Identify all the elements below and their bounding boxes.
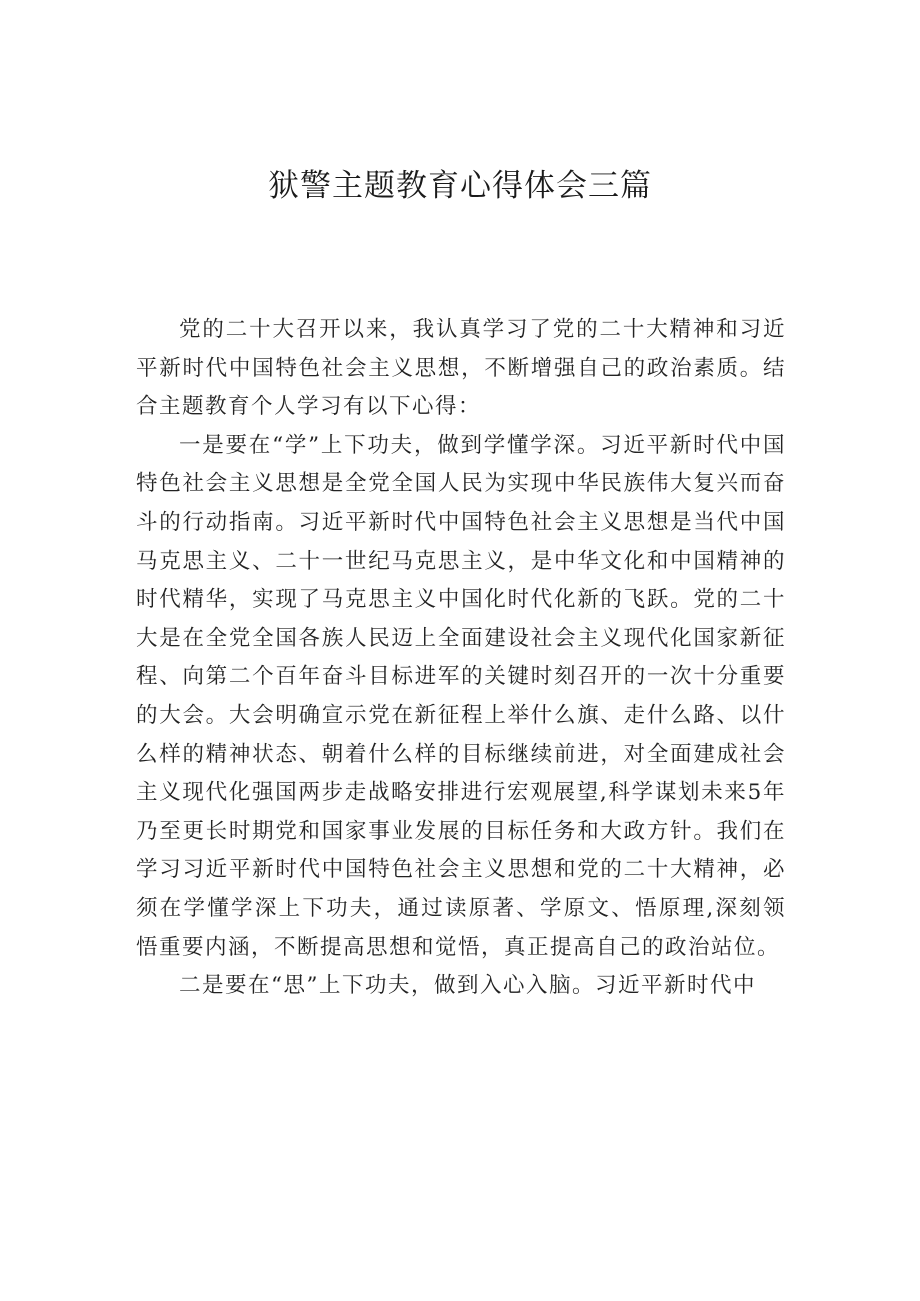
paragraph-point-one: 一是要在“学”上下功夫，做到学懂学深。习近平新时代中国特色社会主义思想是全党全国人民为实现中华民族伟大复兴而奋斗的行动指南。习近平新时代中国特色社会主义思想是当代中国马克思主义、二十一世纪马克思主义，是中华文化和中国精神的时代精华，实现了马克思主义中国化时代化新的飞跃。党的二十大是在全党全国各族人民迈上全面建设社会主义现代化国家新征程、向第二个百年奋斗目标进军的关键时刻召开的一次十分重要的大会。大会明确宣示党在新征程上举什么旗、走什么路、以什么样的精神状态、朝着什么样的目标继续前进，对全面建成社会主义现代化强国两步走战略安排进行宏观展望,科学谋划未来5年乃至更长时期党和国家事业发展的目标任务和大政方针。我们在学习习近平新时代中国特色社会主义思想和党的二十大精神，必须在学懂学深上下功夫，通过读原著、学原文、悟原理,深刻领悟重要内涵，不断提高思想和觉悟，真正提高自己的政治站位。	[136, 432, 786, 960]
paragraph-point-two: 二是要在“思”上下功夫，做到入心入脑。习近平新时代中	[179, 973, 756, 999]
document-title: 狱警主题教育心得体会三篇	[268, 168, 652, 204]
document-body	[136, 311, 786, 1006]
paragraph-intro: 党的二十大召开以来，我认真学习了党的二十大精神和习近平新时代中国特色社会主义思想，不断增强自己的政治素质。结合主题教育个人学习有以下心得：	[136, 317, 786, 420]
